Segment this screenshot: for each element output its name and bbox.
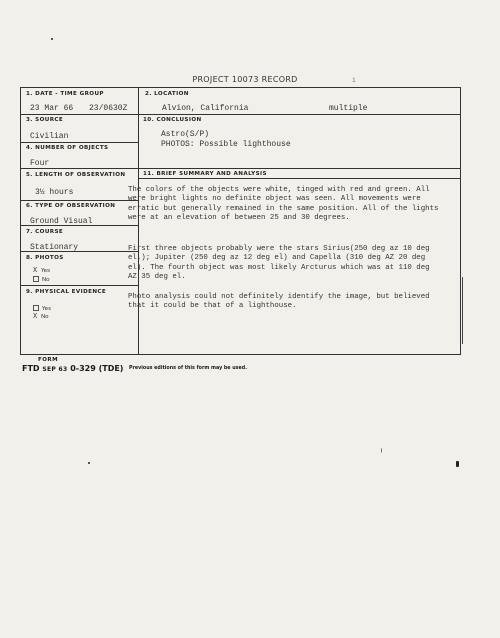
scan-speck — [51, 38, 53, 40]
physical-no-checkbox[interactable]: X — [33, 313, 38, 321]
photos-no-option[interactable] — [33, 276, 50, 283]
location-value: Alvion, California — [162, 104, 249, 113]
physical-yes-option[interactable] — [33, 305, 51, 312]
length-of-observation-value: 3½ hours — [35, 188, 74, 197]
source-label: 3. SOURCE — [26, 117, 64, 123]
photos-yes-label: Yes — [41, 268, 51, 274]
footer-form-number: 0-329 (TDE) — [70, 364, 124, 373]
course-label: 7. COURSE — [26, 229, 64, 235]
location-label: 2. LOCATION — [145, 91, 189, 97]
physical-no-label: No — [41, 314, 49, 320]
photos-no-label: No — [42, 277, 50, 283]
footer-form-date: SEP 63 — [42, 366, 68, 373]
scan-speck — [456, 461, 459, 467]
physical-no-option[interactable] — [33, 314, 49, 320]
scan-speck — [381, 448, 382, 453]
photos-no-checkbox[interactable] — [33, 276, 39, 282]
conclusion-label: 10. CONCLUSION — [143, 117, 202, 123]
row-divider — [138, 178, 460, 179]
summary-paragraph-2: First three objects probably were the stars Sirius(250 deg az 10 deg el.); Jupiter (250 deg az 12 deg el) and Capella (310 deg AZ 20 deg el). The fourth object was most likely Arcturus which was at 110 deg AZ 35 deg el. — [128, 245, 430, 282]
number-of-objects-value: Four — [30, 159, 50, 168]
scan-speck — [88, 462, 90, 464]
row-divider — [21, 114, 138, 115]
time-value: 23/0630Z — [89, 104, 128, 113]
type-of-observation-value: Ground Visual — [30, 217, 93, 226]
footer-note: Previous editions of this form may be used. — [129, 366, 248, 371]
record-title: PROJECT 10073 RECORD — [192, 75, 298, 84]
summary-paragraph-3: Photo analysis could not definitely identify the image, but believed that it could be that of a lighthouse. — [128, 293, 430, 311]
row-divider — [138, 114, 460, 115]
photos-yes-checkbox[interactable]: X — [33, 267, 38, 275]
row-divider — [21, 142, 138, 143]
photos-label: 8. PHOTOS — [26, 255, 64, 261]
page-mark: 1 — [352, 77, 356, 84]
footer-form-code — [22, 364, 123, 373]
footer-form-word: FORM — [38, 357, 59, 363]
physical-evidence-label: 9. PHYSICAL EVIDENCE — [26, 289, 107, 295]
date-value: 23 Mar 66 — [30, 104, 74, 113]
physical-yes-label: Yes — [42, 306, 52, 312]
conclusion-line-1: Astro(S/P) — [161, 130, 210, 139]
row-divider — [21, 200, 138, 201]
number-of-objects-label: 4. NUMBER OF OBJECTS — [26, 145, 109, 151]
row-divider — [21, 285, 138, 286]
summary-paragraph-1: The colors of the objects were white, tinged with red and green. All were bright lights no definite object was seen. All movements were erratic but generally remained in the same position. All of the lights were at an elevation of between 25 and 30 degrees. — [128, 186, 439, 223]
source-value: Civilian — [30, 132, 69, 141]
conclusion-line-2: PHOTOS: Possible lighthouse — [161, 140, 291, 149]
length-of-observation-label: 5. LENGTH OF OBSERVATION — [26, 172, 126, 178]
margin-line — [462, 277, 463, 344]
type-of-observation-label: 6. TYPE OF OBSERVATION — [26, 203, 116, 209]
course-value: Stationary — [30, 243, 79, 252]
photos-yes-option[interactable] — [33, 268, 50, 274]
location-extra: multiple — [329, 104, 368, 113]
summary-label: 11. BRIEF SUMMARY AND ANALYSIS — [143, 171, 267, 177]
row-divider — [138, 168, 460, 169]
physical-yes-checkbox[interactable] — [33, 305, 39, 311]
row-divider — [21, 168, 138, 169]
footer-form-prefix: FTD — [22, 364, 40, 373]
date-time-label: 1. DATE - TIME GROUP — [26, 91, 104, 97]
